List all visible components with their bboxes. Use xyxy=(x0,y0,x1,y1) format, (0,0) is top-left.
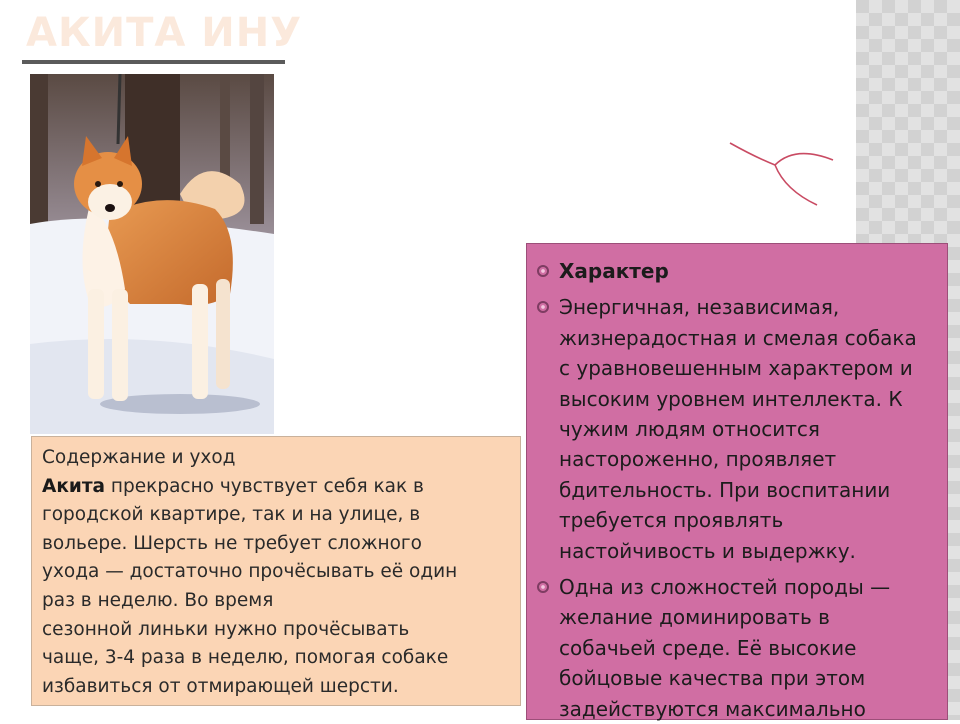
care-info-box xyxy=(31,436,521,706)
character-heading-item xyxy=(537,256,933,286)
character-info-box xyxy=(526,243,948,720)
care-heading: Содержание и уход xyxy=(42,447,236,468)
circle-bullet-icon xyxy=(537,265,549,277)
care-line-2: городской квартире, так и на улице, в xyxy=(42,504,421,526)
title-underline xyxy=(22,60,285,64)
breed-name: Акита xyxy=(42,475,106,497)
character-heading: Характер xyxy=(559,259,669,283)
akita-dog-photo xyxy=(30,74,274,434)
circle-bullet-icon xyxy=(537,581,549,593)
character-paragraph-1: Энергичная, независимая, жизнерадостная и смелая собака с уравновешенным характером и высоким уровнем интеллекта. К чужим людям относится настороженно, проявляет бдительность. При воспитании требуется проявлять настойчивость и выдержку. xyxy=(537,292,933,566)
character-paragraph-2: Одна из сложностей породы — желание доминировать в собачьей среде. Её высокие бойцовые качества при этом задействуются максимально xyxy=(537,572,933,724)
care-line-4: ухода — достаточно прочёсывать её один xyxy=(42,561,458,583)
care-line-5: раз в неделю. Во время xyxy=(42,589,274,611)
care-line-1: Акита прекрасно чувствует себя как в xyxy=(42,475,424,497)
circle-bullet-icon xyxy=(537,301,549,313)
decorative-scribble xyxy=(725,135,840,215)
care-line-3: вольере. Шерсть не требует сложного xyxy=(42,532,422,554)
slide-title: АКИТА ИНУ xyxy=(26,10,303,56)
care-line-8: избавиться от отмирающей шерсти. xyxy=(42,675,399,697)
care-line-6: сезонной линьки нужно прочёсывать xyxy=(42,618,410,640)
care-line-7: чаще, 3-4 раза в неделю, помогая собаке xyxy=(42,647,449,669)
